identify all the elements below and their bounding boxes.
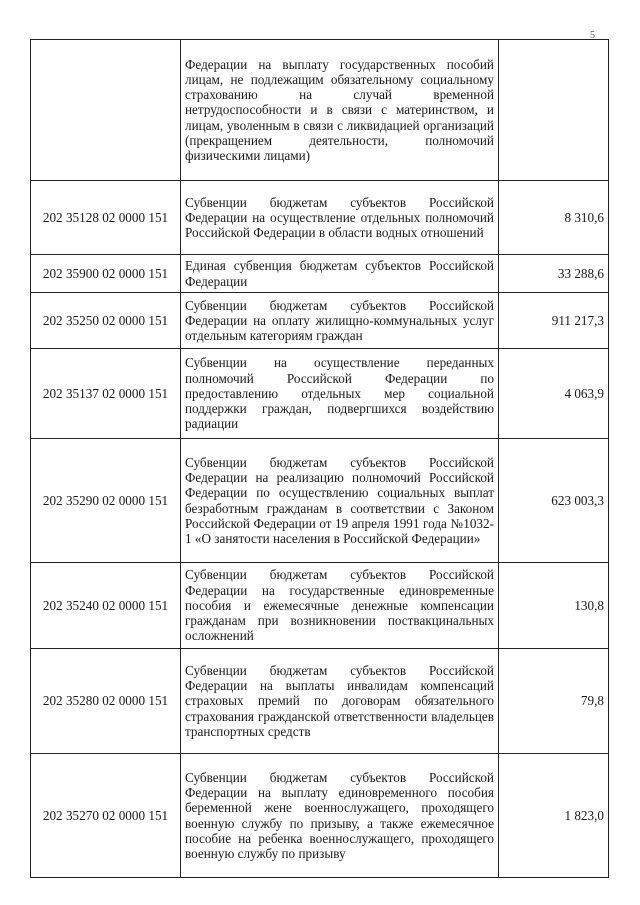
description-cell: Субвенции бюджетам субъектов Российской Федерации на выплату единовременного пособия беременной жене военнослужащего, проходящего военную службу по призыву, а также ежемесячное пособие на ребенка военнослужащего, проходящего военную службу по призыву [181, 754, 499, 878]
description-cell: Субвенции бюджетам субъектов Российской Федерации на оплату жилищно-коммунальных услуг отдельным категориям граждан [181, 293, 499, 349]
budget-code-cell: 202 35900 02 0000 151 [31, 255, 181, 293]
table-row [31, 181, 609, 255]
description-cell: Субвенции бюджетам субъектов Российской Федерации на выплаты инвалидам компенсаций страховых премий по договорам обязательного страхования гражданской ответственности владельцев транспортных средств [181, 649, 499, 754]
budget-code-cell: 202 35270 02 0000 151 [31, 754, 181, 878]
amount-cell: 130,8 [499, 563, 609, 649]
description-cell: Субвенции бюджетам субъектов Российской Федерации на государственные единовременные пособия и ежемесячные денежные компенсации гражданам при возникновении поствакцинальных осложнений [181, 563, 499, 649]
description-cell: Единая субвенция бюджетам субъектов Российской Федерации [181, 255, 499, 293]
budget-code-cell: 202 35290 02 0000 151 [31, 439, 181, 563]
amount-cell [499, 40, 609, 181]
amount-cell: 1 823,0 [499, 754, 609, 878]
budget-code-cell: 202 35128 02 0000 151 [31, 181, 181, 255]
budget-code-cell: 202 35250 02 0000 151 [31, 293, 181, 349]
amount-cell: 911 217,3 [499, 293, 609, 349]
amount-cell: 33 288,6 [499, 255, 609, 293]
table-row [31, 40, 609, 181]
budget-code-cell: 202 35280 02 0000 151 [31, 649, 181, 754]
description-cell: Субвенции на осуществление переданных полномочий Российской Федерации по предоставлению отдельных мер социальной поддержки граждан, подвергшихся воздействию радиации [181, 349, 499, 439]
budget-code-cell [31, 40, 181, 181]
table-row [31, 255, 609, 293]
table-row [31, 293, 609, 349]
description-cell: Субвенции бюджетам субъектов Российской Федерации на осуществление отдельных полномочий Российской Федерации в области водных отношений [181, 181, 499, 255]
page-number: 5 [590, 30, 595, 41]
description-cell: Федерации на выплату государственных пособий лицам, не подлежащим обязательному социальному страхованию на случай временной нетрудоспособности и в связи с материнством, и лицам, уволенным в связи с ликвидацией организаций (прекращением деятельности, полномочий физическими лицами) [181, 40, 499, 181]
budget-code-cell: 202 35240 02 0000 151 [31, 563, 181, 649]
table-row [31, 754, 609, 878]
amount-cell: 79,8 [499, 649, 609, 754]
table-row [31, 649, 609, 754]
amount-cell: 4 063,9 [499, 349, 609, 439]
amount-cell: 8 310,6 [499, 181, 609, 255]
description-cell: Субвенции бюджетам субъектов Российской Федерации на реализацию полномочий Российской Федерации по осуществлению социальных выплат безработным гражданам в соответствии с Законом Российской Федерации от 19 апреля 1991 года №1032-1 «О занятости населения в Российской Федерации» [181, 439, 499, 563]
budget-code-cell: 202 35137 02 0000 151 [31, 349, 181, 439]
table-row [31, 439, 609, 563]
budget-table [30, 39, 609, 878]
amount-cell: 623 003,3 [499, 439, 609, 563]
table-row [31, 563, 609, 649]
table-row [31, 349, 609, 439]
